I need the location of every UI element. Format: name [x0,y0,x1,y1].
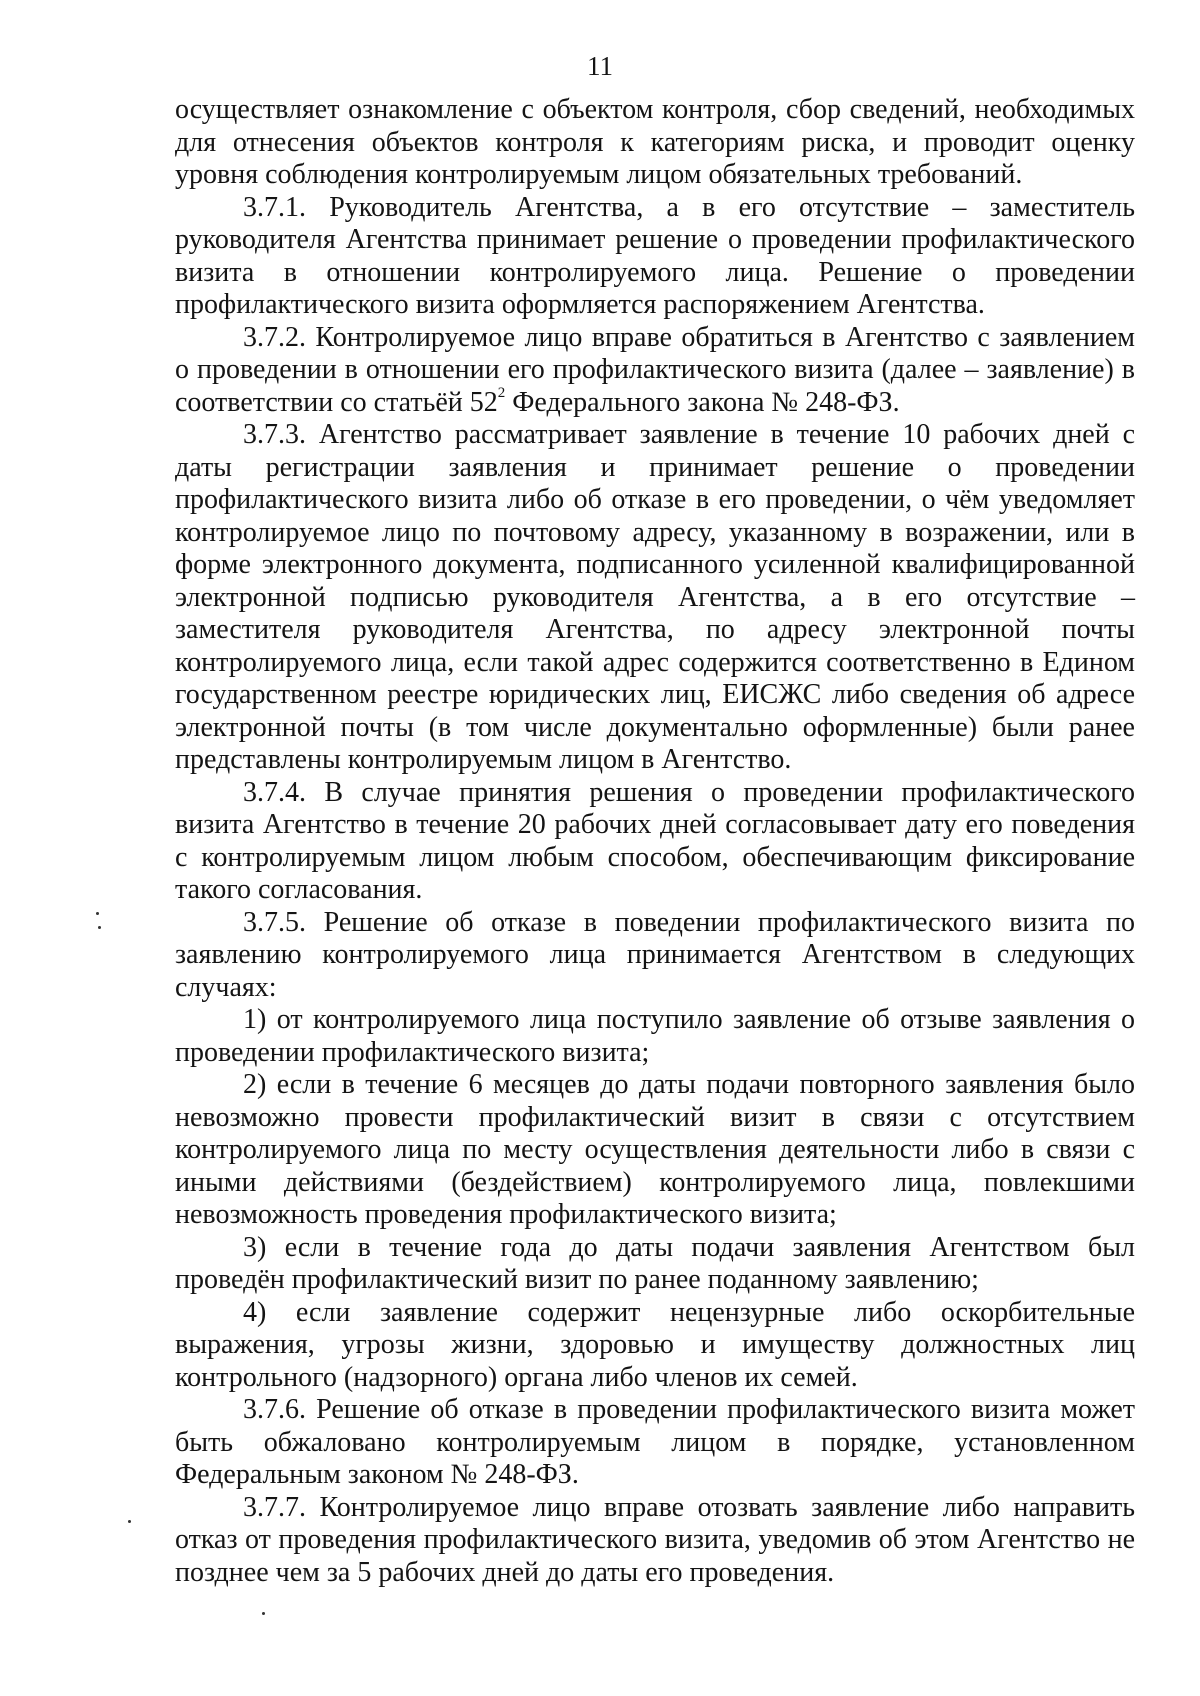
page-number: 11 [587,51,613,81]
paragraph-3-7-4: 3.7.4. В случае принятия решения о проведении профилактического визита Агентство в течение 20 рабочих дней согласовывает дату его поведения с контролируемым лицом любым способом, обеспечивающим фиксирование такого согласования. [175,776,1135,905]
paragraph-3-7-5: 3.7.5. Решение об отказе в поведении профилактического визита по заявлению контролируемого лица принимается Агентством в следующих случаях: [175,906,1135,1003]
paragraph-3-7-2 [175,322,1135,420]
scan-speck [98,926,101,929]
paragraph-3-7-7: 3.7.7. Контролируемое лицо вправе отозвать заявление либо направить отказ от проведения профилактического визита, уведомив об этом Агентство не позднее чем за 5 рабочих дней до даты его проведения. [175,1491,1135,1588]
list-item-case-4: 4) если заявление содержит нецензурные либо оскорбительные выражения, угрозы жизни, здоровью и имуществу должностных лиц контрольного (надзорного) органа либо членов их семей. [175,1296,1135,1393]
list-item-case-1: 1) от контролируемого лица поступило заявление об отзыве заявления о проведении профилактического визита; [175,1004,1135,1068]
scan-speck [128,1520,131,1523]
paragraph-3-7-1: 3.7.1. Руководитель Агентства, а в его отсутствие – заместитель руководителя Агентства принимает решение о проведении профилактического визита в отношении контролируемого лица. Решение о проведении профилактического визита оформляется распоряжением Агентства. [175,191,1135,320]
scan-speck [96,912,99,915]
document-body [175,94,1135,1589]
superscript-article-number: 2 [497,384,506,401]
list-item-case-2: 2) если в течение 6 месяцев до даты подачи повторного заявления было невозможно провести профилактический визит в связи с отсутствием контролируемого лица по месту осуществления деятельности либо в связи с иными действиями (бездействием) контролируемого лица, повлекшими невозможность проведения профилактического визита; [175,1069,1135,1230]
scan-speck [262,1612,265,1615]
list-item-case-3: 3) если в течение года до даты подачи заявления Агентством был проведён профилактический визит по ранее поданному заявлению; [175,1231,1135,1295]
paragraph-3-7-2-text-after: Федерального закона № 248-ФЗ. [505,386,900,418]
paragraph-intro: осуществляет ознакомление с объектом контроля, сбор сведений, необходимых для отнесения объектов контроля к категориям риска, и проводит оценку уровня соблюдения контролируемым лицом обязательных требований. [175,94,1135,190]
paragraph-3-7-3: 3.7.3. Агентство рассматривает заявление в течение 10 рабочих дней с даты регистрации заявления и принимает решение о проведении профилактического визита либо об отказе в его проведении, о чём уведомляет контролируемое лицо по почтовому адресу, указанному в возражении, или в форме электронного документа, подписанного усиленной квалифицированной электронной подписью руководителя Агентства, а в его отсутствие – заместителя руководителя Агентства, по адресу электронной почты контролируемого лица, если такой адрес содержится соответственно в Едином государственном реестре юридических лиц, ЕИСЖС либо сведения об адресе электронной почты (в том числе документально оформленные) были ранее представлены контролируемым лицом в Агентство. [175,419,1135,775]
paragraph-3-7-6: 3.7.6. Решение об отказе в проведении профилактического визита может быть обжаловано контролируемым лицом в порядке, установленном Федеральным законом № 248-ФЗ. [175,1394,1135,1490]
paragraph-3-7-2-text-before: 3.7.2. Контролируемое лицо вправе обратиться в Агентство с заявлением о проведении в отношении его профилактического визита (далее – заявление) в соответствии со статьёй 52 [175,321,1135,418]
